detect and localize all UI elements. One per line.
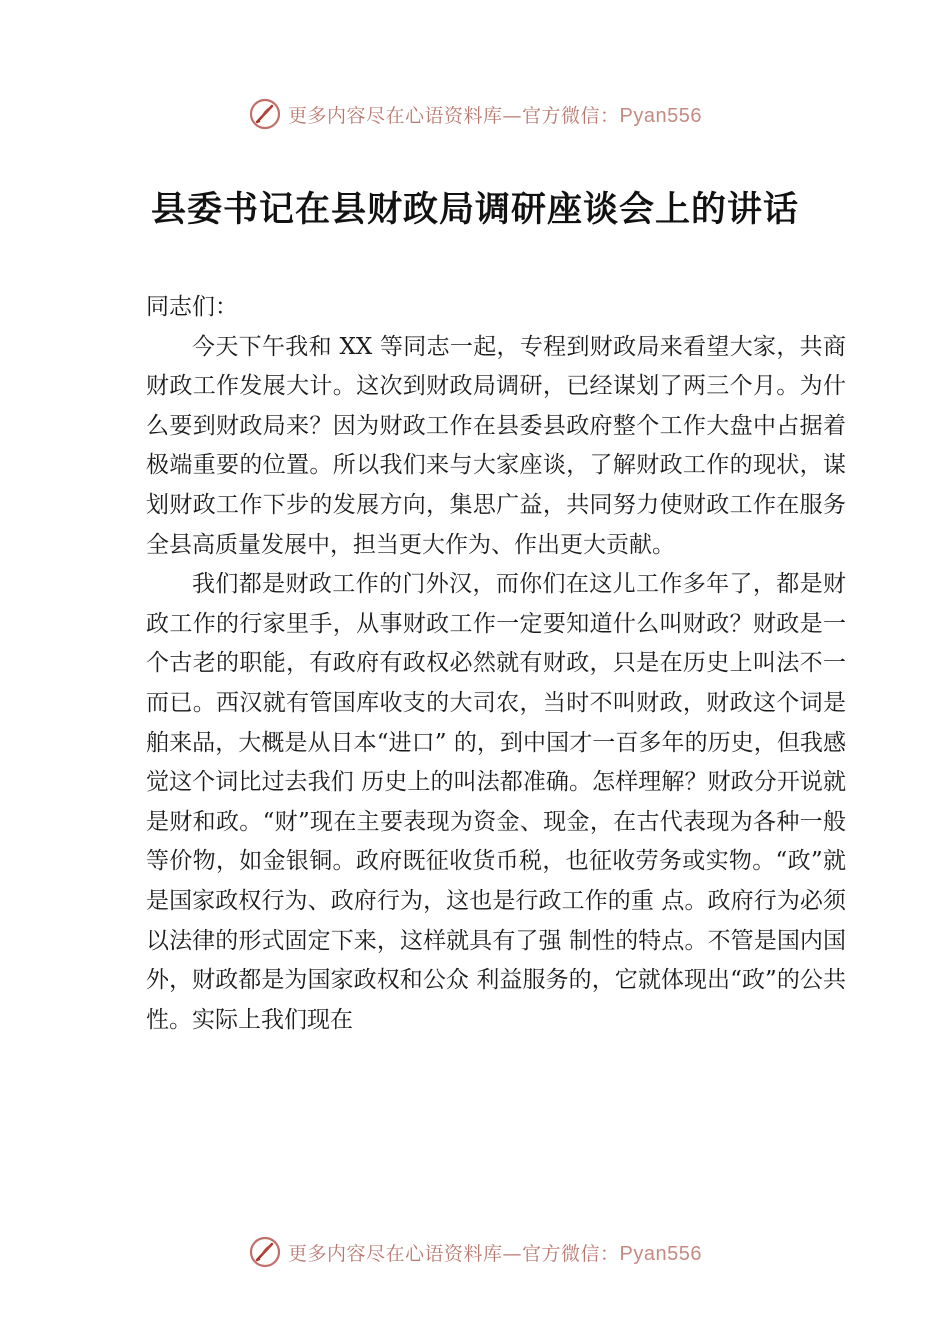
quill-pen-logo-icon bbox=[248, 97, 282, 131]
promo-text: 更多内容尽在心语资料库—官方微信：Pyan556 bbox=[288, 104, 702, 127]
promo-text: 更多内容尽在心语资料库—官方微信：Pyan556 bbox=[288, 1242, 702, 1265]
wechat-id: Pyan556 bbox=[619, 1242, 702, 1265]
document-title: 县委书记在县财政局调研座谈会上的讲话 bbox=[150, 189, 799, 230]
paragraph: 今天下午我和 XX 等同志一起，专程到财政局来看望大家，共商财政工作发展大计。这次到财政局调研，已经谋划了两三个月。为什么要到财政局来？因为财政工作在县委县政府整个工作大盘中占据着极端重要的位置。所以我们来与大家座谈，了解财政工作的现状，谋划财政工作下步的发展方向，集思广益，共同努力使财政工作在服务全县高质量发展中，担当更大作为、作出更大贡献。 bbox=[146, 333, 846, 558]
salutation: 同志们： bbox=[146, 294, 238, 320]
header-banner bbox=[0, 94, 950, 134]
quill-pen-logo-icon bbox=[248, 1235, 282, 1269]
wechat-id: Pyan556 bbox=[619, 104, 702, 127]
footer-banner bbox=[0, 1232, 950, 1272]
paragraph: 我们都是财政工作的门外汉，而你们在这儿工作多年了，都是财政工作的行家里手，从事财政工作一定要知道什么叫财政？财政是一个古老的职能，有政府有政权必然就有财政，只是在历史上叫法不一而已。西汉就有管国库收支的大司农，当时不叫财政，财政这个词是舶来品，大概是从日本“进口” 的，到中国才一百多年的历史，但我感觉这个词比过去我们 历史上的叫法都准确。怎样理解？财政分开说就是财和政。“财”现在主要表现为资金、现金，在古代表现为各种一般等价物，如金银铜。政府既征收货币税，也征收劳务或实物。“政”就是国家政权行为、政府行为，这也是行政工作的重 点。政府行为必须以法律的形式固定下来，这样就具有了强 制性的特点。不管是国内国外，财政都是为国家政权和公众 利益服务的，它就体现出“政”的公共性。实际上我们现在 bbox=[146, 571, 846, 1033]
document-body bbox=[146, 288, 846, 1040]
